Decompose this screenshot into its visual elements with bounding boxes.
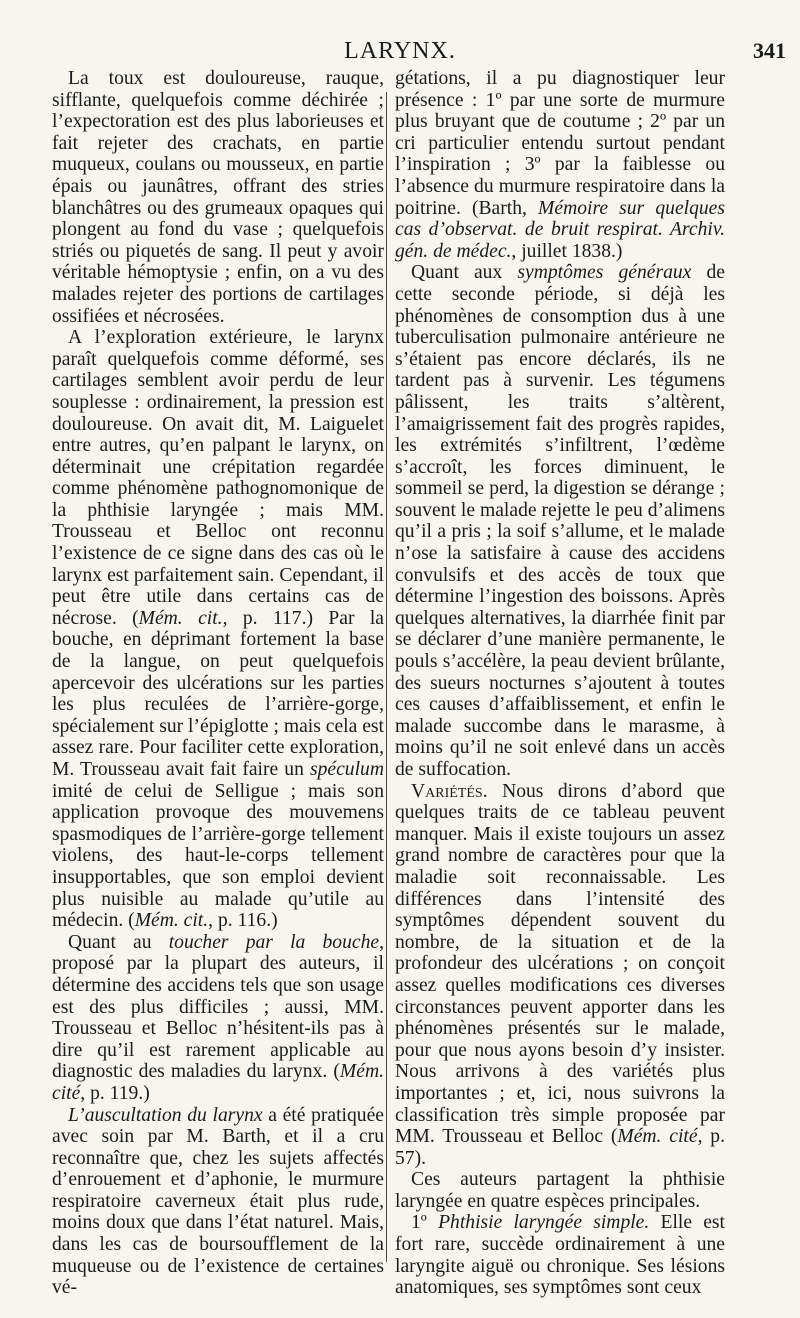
citation: Mém. cité [617,1126,698,1148]
italic-term: symptômes généraux [517,262,692,284]
paragraph-cough: La toux est douloureuse, rauque, sifflante, quelquefois comme déchirée ; l’expectoration est des plus laborieuses et fait rejeter des crachats, en partie muqueux, coulans ou mousseux, en partie épais ou jaunâtres, offrant des stries blanchâtres ou des grumeaux opaques qui plongent au fond du vase ; quelquefois striés ou piquetés de sang. Il peut y avoir véritable hémoptysie ; enfin, on a vu des malades rejeter des portions de cartilages ossifiées et nécrosées. [52,68,384,327]
citation: Mém. cit. [134,910,209,932]
italic-term: Phthisie laryngée simple. [438,1212,650,1234]
page-number: 341 [753,38,786,63]
page-header [0,38,800,66]
section-heading: Variétés. [411,780,488,802]
italic-term: L’auscultation du larynx [68,1104,263,1126]
column-divider [386,92,387,1262]
running-title: LARYNX. [344,38,456,64]
paragraph-species: Ces auteurs partagent la phthisie laryngée en quatre espèces principales. [395,1169,725,1212]
text-run: a été pratiquée avec soin par M. Barth, et il a cru reconnaître que, chez les sujets affectés d’enrouement et d’aphonie, le murmure respiratoire caverneux était plus rude, moins doux que dans l’état naturel. Mais, dans les cas de boursoufflement de la muqueuse ou de l’existence de certaines vé- [52,1104,384,1299]
paragraph-simple-phthisis [395,1212,725,1298]
citation: Mém. cit. [138,607,223,629]
text-run: Elle est fort rare, succède ordinairement à une laryngite aiguë ou chronique. Ses lésions anatomiques, ses symptômes sont ceux [395,1212,725,1299]
text-run: Quant aux [411,262,518,284]
text-run: de cette seconde période, si déjà les phénomènes de consomption dus à une tuberculisation pulmonaire antérieure ne s’étaient pas encore déclarés, ils ne tardent pas à survenir. Les tégumens pâlissent, les traits s’altèrent, l’amaigrissement fait des progrès rapides, les extrémités s’infiltrent, l’œdème s’accroît, les forces diminuent, le sommeil se perd, la digestion se dérange ; souvent le malade rejette le peu d’alimens qu’il a pris ; la soif s’allume, et le malade n’ose la satisfaire à cause des accidens convulsifs et des accès de toux que détermine l’ingestion des boissons. Après quelques alternatives, la diarrhée finit par se déclarer d’une manière permanente, le pouls s’accélère, la peau devient brûlante, des sueurs nocturnes s’ajoutent à toutes ces causes d’affaiblissement, et enfin le malade succombe dans le marasme, à moins qu’il ne soit enlevé dans un accès de suffocation. [395,262,725,780]
text-run: , juillet 1838.) [511,240,623,262]
citation: Mém. cité [52,1061,384,1104]
italic-term: toucher par la bouche [168,931,380,953]
text-run: , p. 57). [395,1126,725,1169]
text-run: Quant au [68,931,169,953]
text-run: Nous dirons d’abord que quelques traits de ce tableau peuvent manquer. Mais il existe toujours un assez grand nombre de caractères pour que la maladie soit reconnaissable. Les différences dans l’intensité des symptômes dépendent souvent du nombre, de la situation et de la profondeur des ulcérations ; on conçoit assez quelles modifications ces diverses circonstances peuvent apporter dans les phénomènes présentés sur le malade, pour que nous ayons besoin d’y insister. Nous arrivons à des variétés plus importantes ; et, ici, nous suivrons la classification très simple proposée par MM. Trousseau et Belloc ( [395,780,725,1148]
citation: Mémoire sur quelques cas d’observat. de bruit respirat. Archiv. gén. de médec. [395,197,725,262]
text-run: gétations, il a pu diagnostiquer leur présence : 1º par une sorte de murmure plus bruyant que de coutume ; 2º par un cri particulier entendu surtout pendant l’inspiration ; 3º par la faiblesse ou l’absence du murmure respiratoire dans la poitrine. (Barth, [395,68,725,219]
paragraph-varieties [395,781,725,1170]
text-run: A l’exploration extérieure, le larynx paraît quelquefois comme déformé, ses cartilages semblent avoir perdu de leur souplesse : ordinairement, la pression est douloureuse. On avait dit, M. Laiguelet entre autres, qu’en palpant le larynx, on déterminait une crépitation regardée comme phénomène pathognomonique de la phthisie laryngée ; mais MM. Trousseau et Belloc ont reconnu l’existence de ce signe dans des cas où le larynx est parfaitement sain. Cependant, il peut être utile dans certains cas de nécrose. ( [52,327,384,629]
text-run: 1º [411,1212,439,1234]
text-run: , proposé par la plupart des auteurs, il détermine des accidens tels que son usage est des plus difficiles ; aussi, MM. Trousseau et Belloc n’hésitent-ils pas à dire qu’il est rarement applicable au diagnostic des maladies du larynx. ( [52,931,384,1083]
paragraph-exploration [52,327,384,932]
paragraph-vegetations [395,68,725,262]
text-run: , p. 117.) Par la bouche, en déprimant fortement la base de la langue, on peut quelquefois apercevoir des ulcérations sur les parties les plus reculées de l’arrière-gorge, spécialement sur l’épiglotte ; mais cela est assez rare. Pour faciliter cette exploration, M. Trousseau avait fait faire un [52,607,384,780]
text-run: imité de celui de Selligue ; mais son application provoque des mouvemens spasmodiques de l’arrière-gorge tellement violens, des haut-le-corps tellement insupportables, que son emploi devient plus nuisible au malade qu’utile au médecin. ( [52,780,384,932]
left-column [52,68,384,1299]
paragraph-general-symptoms [395,262,725,780]
italic-term: spéculum [309,759,384,780]
paragraph-toucher [52,932,384,1105]
paragraph-auscultation [52,1105,384,1299]
text-run: , p. 116.) [208,910,278,932]
text-run: , p. 119.) [80,1082,150,1104]
right-column [395,68,725,1299]
